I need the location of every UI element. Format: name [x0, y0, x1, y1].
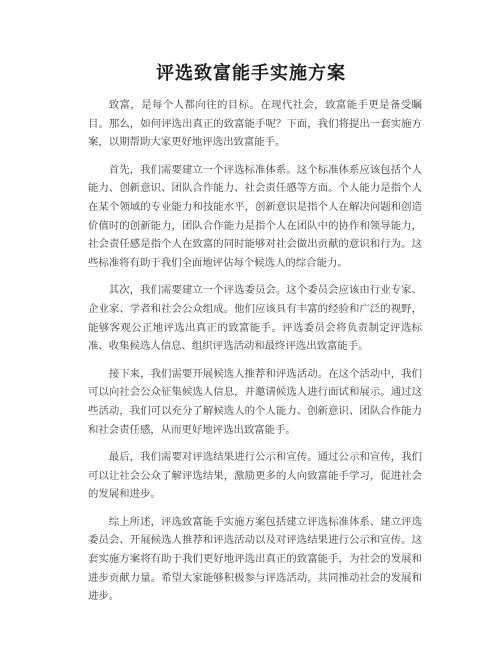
paragraph-publicity: 最后，我们需要对评选结果进行公示和宣传。通过公示和宣传，我们可以让社会公众了解评选结果，激励更多的人向致富能手学习，促进社会的发展和进步。 [88, 451, 422, 501]
paragraph-criteria: 首先，我们需要建立一个评选标准体系。这个标准体系应该包括个人能力、创新意识、团队合作能力、社会责任感等方面。个人能力是指个人在某个领域的专业能力和技能水平，创新意识是指个人在解决问题和创造价值时的创新能力，团队合作能力是指个人在团队中的协作和领导能力，社会责任感是指个人在致富的同时能够对社会做出贡献的意识和行为。这些标准将有助于我们全面地评估每个候选人的综合能力。 [88, 163, 422, 269]
paragraph-nomination: 接下来，我们需要开展候选人推荐和评选活动。在这个活动中，我们可以向社会公众征集候选人信息，并邀请候选人进行面试和展示。通过这些活动，我们可以充分了解候选人的个人能力、创新意识、团队合作能力和社会责任感，从而更好地评选出致富能手。 [88, 367, 422, 436]
paragraph-summary: 综上所述，评选致富能手实施方案包括建立评选标准体系、建立评选委员会、开展候选人推荐和评选活动以及对评选结果进行公示和宣传。这套实施方案将有助于我们更好地评选出真正的致富能手，为社会的发展和进步贡献力量。希望大家能够积极参与评选活动，共同推动社会的发展和进步。 [88, 515, 422, 603]
document-body [88, 96, 422, 615]
paragraph-committee: 其次，我们需要建立一个评选委员会。这个委员会应该由行业专家、企业家、学者和社会公众组成。他们应该具有丰富的经验和广泛的视野，能够客观公正地评选出真正的致富能手。评选委员会将负责制定评选标准、收集候选人信息、组织评选活动和最终评选出致富能手。 [88, 284, 422, 353]
document-title: 评选致富能手实施方案 [156, 63, 346, 84]
paragraph-intro: 致富，是每个人都向往的目标。在现代社会，致富能手更是备受瞩目。那么，如何评选出真正的致富能手呢？下面，我们将提出一套实施方案，以期帮助大家更好地评选出致富能手。 [88, 99, 422, 149]
